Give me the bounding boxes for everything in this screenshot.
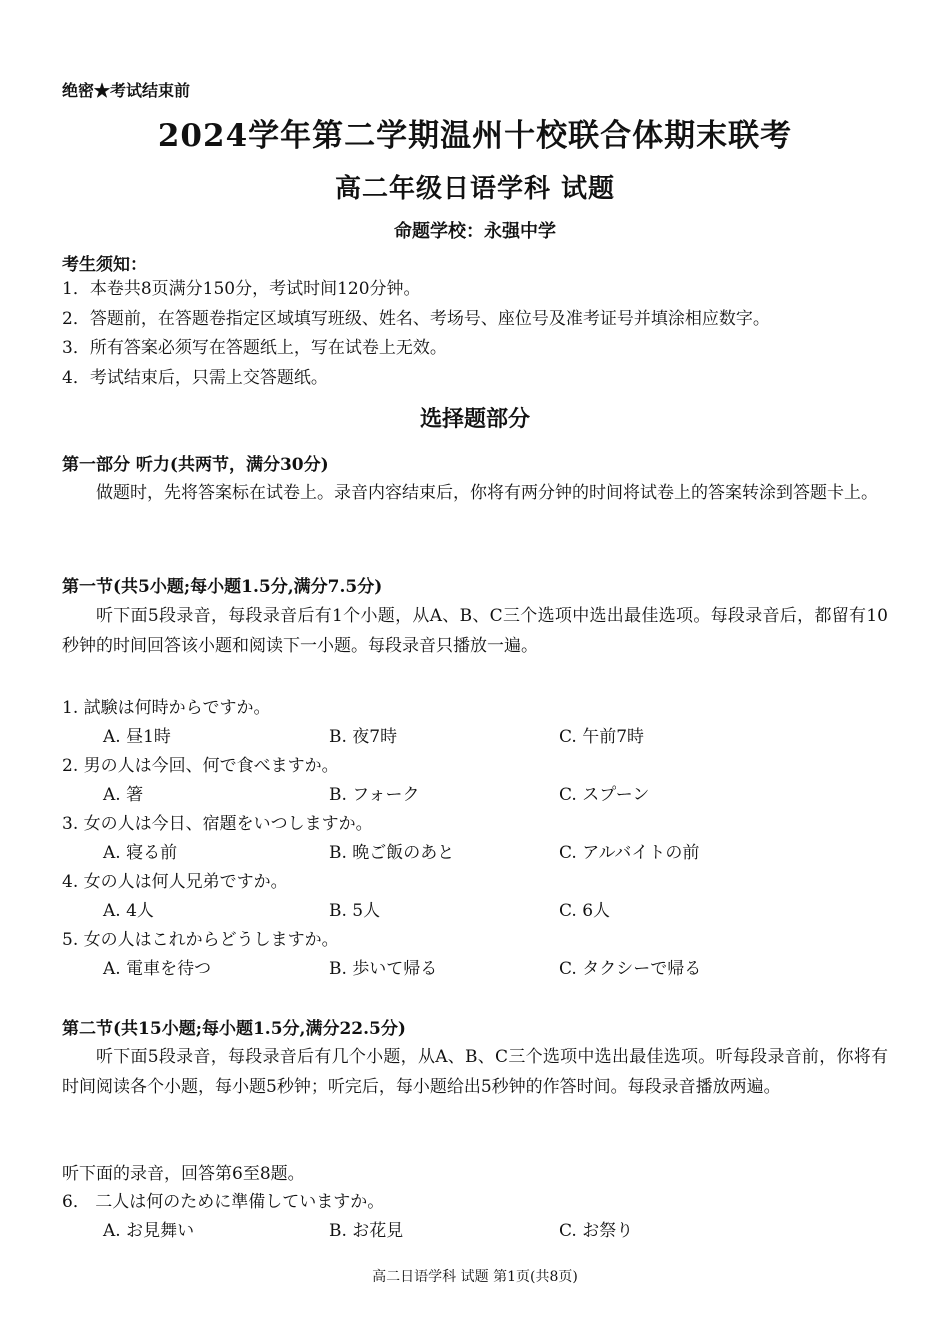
sec1-heading: 第一节(共5小题;每小题1.5分,满分7.5分) <box>62 577 383 597</box>
option-c: C. アルバイトの前 <box>559 843 700 863</box>
notes-item: 4．考试结束后，只需上交答题纸。 <box>62 367 328 388</box>
notes-list <box>62 275 888 393</box>
question-stem: 3. 女の人は今日、宿題をいつしますか。 <box>62 814 373 834</box>
option-a: A. 4人 <box>103 901 154 921</box>
listen-instruction: 听下面的录音，回答第6至8题。 <box>62 1164 305 1184</box>
question-options <box>62 781 888 810</box>
question-options <box>62 1217 888 1246</box>
question-options <box>62 955 888 984</box>
option-b: B. 夜7時 <box>329 727 398 747</box>
option-b: B. フォーク <box>329 785 420 805</box>
notes-item: 2．答题前，在答题卷指定区域填写班级、姓名、考场号、座位号及准考证号并填涂相应数字。 <box>62 308 770 329</box>
question-stem: 2. 男の人は今回、何で食べますか。 <box>62 756 339 776</box>
sec2-heading: 第二节(共15小题;每小题1.5分,满分22.5分) <box>62 1019 406 1039</box>
option-c: C. 午前7時 <box>559 727 645 747</box>
setter-school: 命题学校：永强中学 <box>394 221 556 242</box>
notes-item: 3．所有答案必须写在答题纸上，写在试卷上无效。 <box>62 338 447 358</box>
option-a: A. お見舞い <box>103 1221 195 1241</box>
option-a: A. 寝る前 <box>103 843 178 863</box>
sec2-questions <box>62 1188 888 1246</box>
question-stem: 4. 女の人は何人兄弟ですか。 <box>62 872 288 892</box>
confidential-label: 绝密★考试结束前 <box>62 81 191 100</box>
option-c: C. スプーン <box>559 785 650 805</box>
option-b: B. 晩ご飯のあと <box>329 843 455 863</box>
option-a: A. 電車を待つ <box>103 959 212 979</box>
question-options <box>62 839 888 868</box>
exam-subtitle: 高二年级日语学科 试题 <box>334 174 616 204</box>
question-options <box>62 897 888 926</box>
notes-heading: 考生须知： <box>62 255 147 275</box>
question-stem: 6． 二人は何のために準備していますか。 <box>62 1192 385 1212</box>
exam-title: 2024学年第二学期温州十校联合体期末联考 <box>157 118 793 154</box>
option-c: C. お祭り <box>559 1221 634 1241</box>
option-a: A. 昼1時 <box>103 727 171 747</box>
part1-intro: 做题时，先将答案标在试卷上。录音内容结束后，你将有两分钟的时间将试卷上的答案转涂到答题卡上。 <box>96 483 878 503</box>
sec2-intro: 听下面5段录音，每段录音后有几个小题，从A、B、C三个选项中选出最佳选项。听每段录音前，你将有时间阅读各个小题，每小题5秒钟；听完后，每小题给出5秒钟的作答时间。每段录音播放两遍。 <box>62 1047 888 1097</box>
notes-item: 1．本卷共8页满分150分，考试时间120分钟。 <box>62 279 421 299</box>
option-b: B. 歩いて帰る <box>329 959 438 979</box>
option-c: C. 6人 <box>559 901 611 921</box>
question-options <box>62 723 888 752</box>
option-b: B. 5人 <box>329 901 381 921</box>
question-stem: 5. 女の人はこれからどうしますか。 <box>62 930 339 950</box>
option-b: B. お花見 <box>329 1221 404 1241</box>
sec1-intro: 听下面5段录音，每段录音后有1个小题，从A、B、C三个选项中选出最佳选项。每段录音后，都留有10秒钟的时间回答该小题和阅读下一小题。每段录音只播放一遍。 <box>62 606 888 656</box>
option-c: C. タクシーで帰る <box>559 959 702 979</box>
page-footer: 高二日语学科 试题 第1页(共8页) <box>372 1269 578 1285</box>
sec1-questions <box>62 694 888 984</box>
part1-heading: 第一部分 听力(共两节，满分30分) <box>62 455 329 475</box>
section-title: 选择题部分 <box>419 406 530 432</box>
option-a: A. 箸 <box>103 785 144 805</box>
question-stem: 1. 試験は何時からですか。 <box>62 698 271 718</box>
